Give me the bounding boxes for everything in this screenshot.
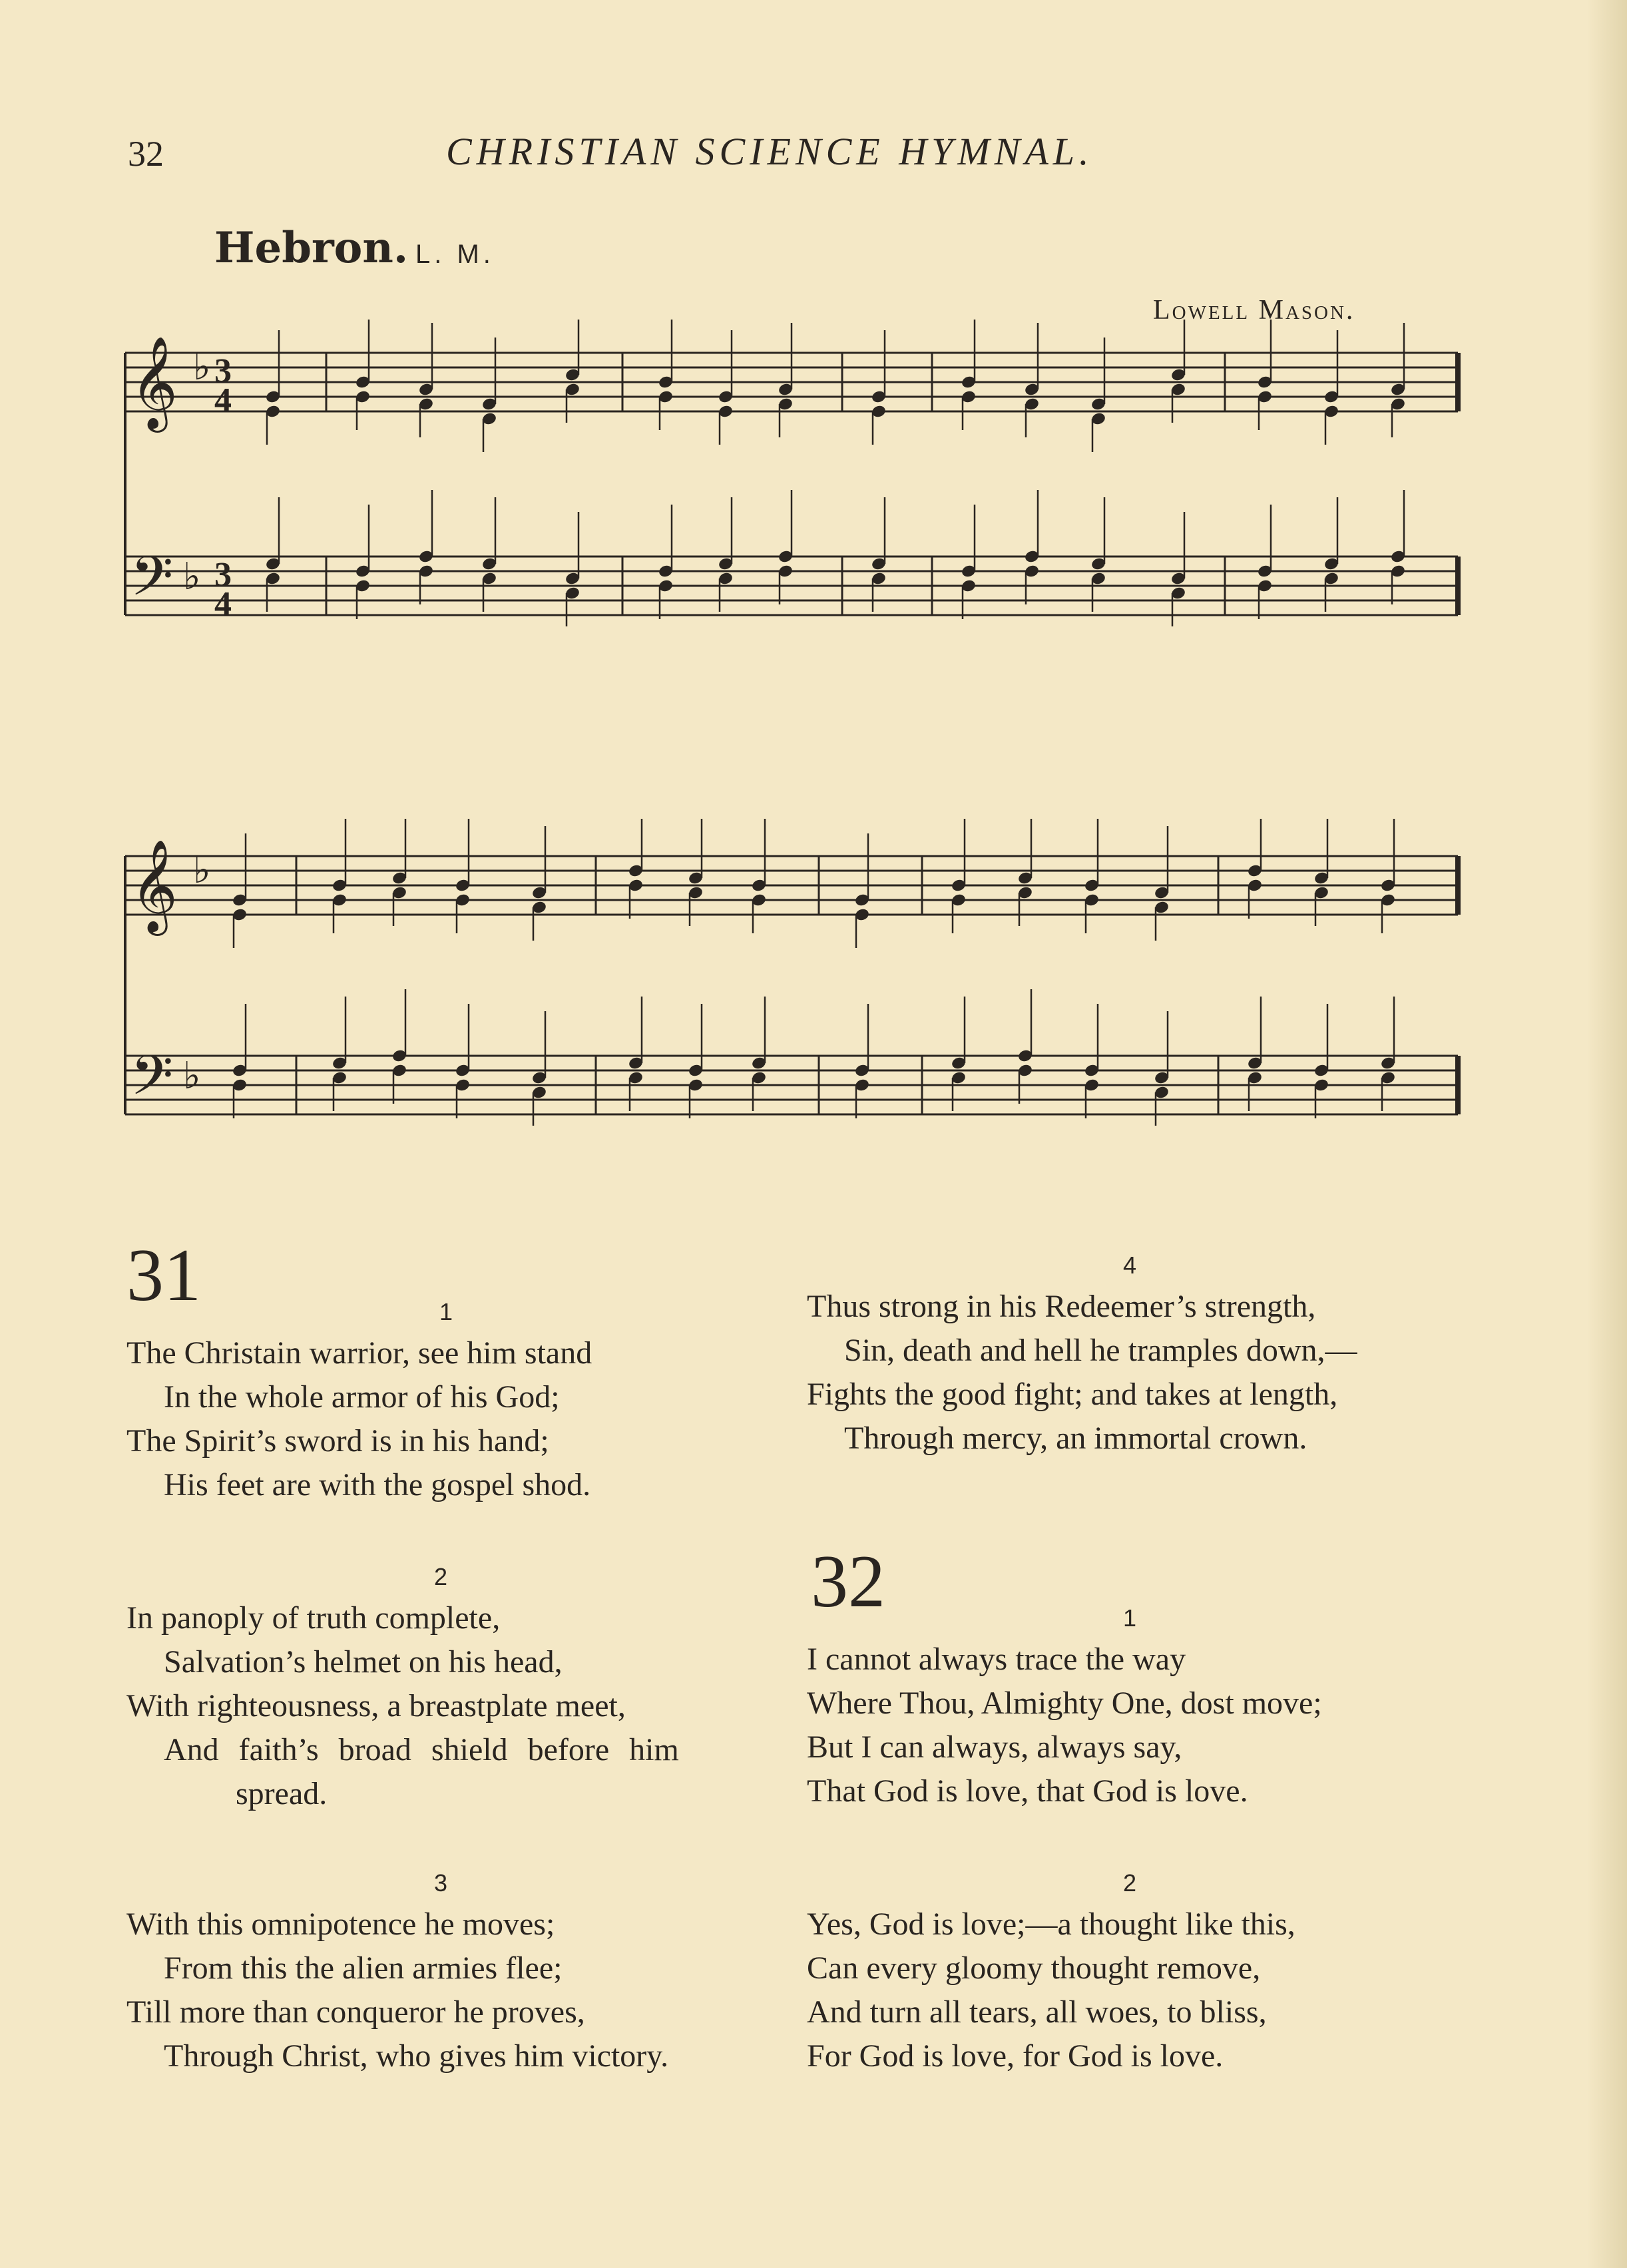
stanza-number: 1 xyxy=(1123,1604,1137,1632)
verse-line: With righteousness, a breastplate meet, xyxy=(126,1688,626,1723)
verse-line: Can every gloomy thought remove, xyxy=(807,1950,1261,1986)
verse-line: In the whole armor of his God; xyxy=(164,1379,560,1415)
music-system-1 xyxy=(0,320,1627,679)
verse-line: Sin, death and hell he tramples down,— xyxy=(844,1333,1357,1368)
verse-line: spread. xyxy=(236,1776,328,1811)
verse-line: With this omnipotence he moves; xyxy=(126,1907,555,1942)
verse-line: And faith’s broad shield before him xyxy=(164,1732,679,1767)
hymn-number: 31 xyxy=(126,1234,201,1317)
verse-line: I cannot always trace the way xyxy=(807,1642,1186,1677)
hymn-number: 32 xyxy=(811,1540,885,1623)
verse-line: Fights the good fight; and takes at length, xyxy=(807,1377,1338,1412)
treble-clef-icon: 𝄞 xyxy=(130,336,178,429)
stanza-number: 2 xyxy=(434,1563,448,1590)
stanza-number: 4 xyxy=(1123,1251,1137,1279)
verse-line: Till more than conqueror he proves, xyxy=(126,1994,585,2030)
composer-credit: Lowell Mason. xyxy=(1153,295,1355,326)
stanza-number: 1 xyxy=(439,1298,453,1325)
bass-staff-1 xyxy=(125,557,1458,615)
verse-line: Salvation’s helmet on his head, xyxy=(164,1644,563,1680)
verse-line: In panoply of truth complete, xyxy=(126,1600,501,1636)
system-2-barlines xyxy=(296,856,1458,1114)
bass-clef-icon: 𝄢 xyxy=(130,544,174,622)
verse-line: For God is love, for God is love. xyxy=(807,2038,1224,2074)
verse-line: Through mercy, an immortal crown. xyxy=(844,1421,1307,1456)
verse-line: Thus strong in his Redeemer’s strength, xyxy=(807,1289,1316,1324)
key-flat-bass-icon: ♭ xyxy=(183,1056,201,1097)
time-sig-top-bass: 3 xyxy=(214,556,232,594)
stanza-number: 2 xyxy=(1123,1869,1137,1897)
verse-line: Through Christ, who gives him victory. xyxy=(164,2038,669,2074)
verse-line: Yes, God is love;—a thought like this, xyxy=(807,1907,1295,1942)
verse-line: From this the alien armies flee; xyxy=(164,1950,563,1986)
verse-line: The Christain warrior, see him stand xyxy=(126,1335,592,1371)
bass-clef-icon: 𝄢 xyxy=(130,1043,174,1121)
music-system-2 xyxy=(0,819,1627,1178)
time-sig-top-treble: 3 xyxy=(214,352,232,390)
page-header-title: CHRISTIAN SCIENCE HYMNAL. xyxy=(446,130,1094,173)
stanza-number: 3 xyxy=(434,1869,448,1897)
system-2-notes xyxy=(232,819,1396,1126)
verse-line: And turn all tears, all woes, to bliss, xyxy=(807,1994,1267,2030)
treble-clef-icon: 𝄞 xyxy=(130,839,178,932)
verse-line: Where Thou, Almighty One, dost move; xyxy=(807,1686,1322,1721)
page-number: 32 xyxy=(128,134,164,174)
verse-line: But I can always, always say, xyxy=(807,1729,1182,1765)
system-1-notes xyxy=(265,320,1406,626)
key-flat-treble-icon: ♭ xyxy=(193,850,211,891)
tune-name: Hebron. xyxy=(214,223,409,273)
time-sig-bottom-bass: 4 xyxy=(214,585,232,623)
meter-label: L. M. xyxy=(415,240,495,269)
time-sig-bottom-treble: 4 xyxy=(214,381,232,419)
verse-line: The Spirit’s sword is in his hand; xyxy=(126,1423,549,1459)
key-flat-treble-icon: ♭ xyxy=(193,347,211,388)
key-flat-bass-icon: ♭ xyxy=(183,557,201,598)
verse-line: That God is love, that God is love. xyxy=(807,1773,1248,1809)
verse-line: His feet are with the gospel shod. xyxy=(164,1467,591,1502)
